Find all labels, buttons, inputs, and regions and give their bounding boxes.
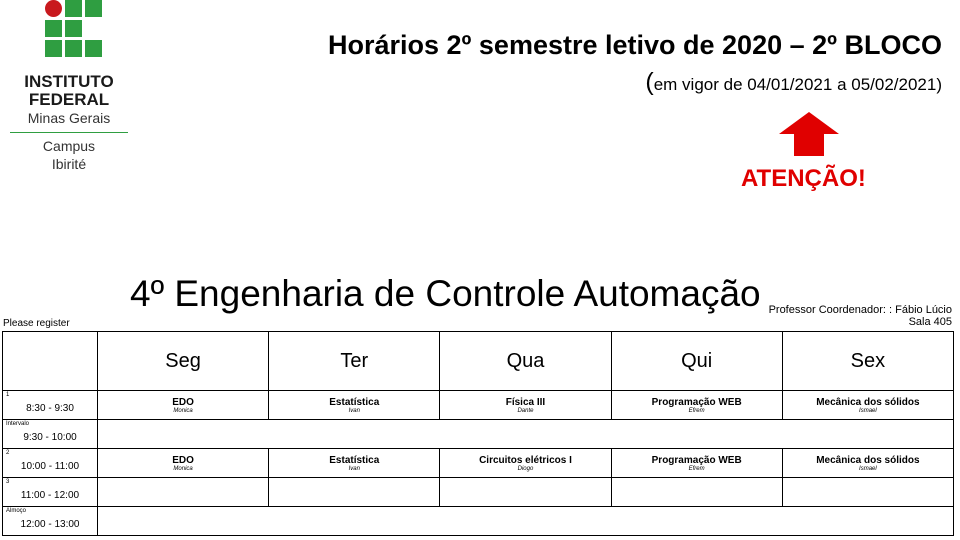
logo-campus-name: Ibirité xyxy=(51,156,87,172)
day-header: Seg xyxy=(98,332,269,391)
coordinator-info xyxy=(769,304,952,328)
subject-label: Circuitos elétricos I xyxy=(479,454,572,466)
professor-label: Diogo xyxy=(517,465,534,472)
table-row xyxy=(3,478,954,507)
time-label: 11:00 - 12:00 xyxy=(20,490,80,501)
logo-state: Minas Gerais xyxy=(27,110,111,126)
time-cell xyxy=(3,507,98,536)
subject-label: Estatística xyxy=(329,454,380,466)
professor-label: Ismael xyxy=(859,465,877,472)
professor-label: Monica xyxy=(173,407,193,414)
row-number: 1 xyxy=(6,392,10,398)
coordinator-name: Professor Coordenador: : Fábio Lúcio xyxy=(768,304,952,316)
subject-label: Programação WEB xyxy=(651,454,742,466)
table-row-break xyxy=(3,420,954,449)
class-cell xyxy=(782,391,953,420)
schedule-table xyxy=(2,331,954,536)
room-label: Sala 405 xyxy=(908,316,952,328)
professor-label: Dante xyxy=(517,407,534,414)
day-header: Ter xyxy=(269,332,440,391)
class-cell xyxy=(98,391,269,420)
register-note: Please register xyxy=(3,318,70,329)
day-header: Qua xyxy=(440,332,611,391)
table-row xyxy=(3,391,954,420)
class-cell xyxy=(440,391,611,420)
time-cell xyxy=(3,391,98,420)
time-cell xyxy=(3,420,98,449)
row-label: Intervalo xyxy=(6,421,30,427)
class-cell xyxy=(440,449,611,478)
class-cell xyxy=(611,478,782,507)
time-label: 10:00 - 11:00 xyxy=(20,461,80,472)
logo-institution-name xyxy=(10,73,128,109)
class-cell xyxy=(269,391,440,420)
time-label: 8:30 - 9:30 xyxy=(26,403,74,414)
time-cell xyxy=(3,478,98,507)
arrow-up-icon xyxy=(779,112,839,156)
course-title: 4º Engenharia de Controle Automação xyxy=(130,273,761,314)
subject-label: EDO xyxy=(172,396,194,408)
day-header: Qui xyxy=(611,332,782,391)
subtitle-paren: ( xyxy=(645,68,654,96)
break-cell xyxy=(98,507,954,536)
corner-cell xyxy=(3,332,98,391)
schedule-header-row xyxy=(3,332,954,391)
subject-label: Estatística xyxy=(329,396,380,408)
class-cell xyxy=(98,478,269,507)
professor-label: Monica xyxy=(173,465,193,472)
logo-line-instituto: INSTITUTO xyxy=(24,72,114,91)
table-row xyxy=(3,449,954,478)
row-label: Almoço xyxy=(6,508,27,514)
time-label: 12:00 - 13:00 xyxy=(20,519,80,530)
professor-label: Efrem xyxy=(688,407,705,414)
time-label: 9:30 - 10:00 xyxy=(23,432,77,443)
class-cell xyxy=(269,449,440,478)
row-number: 2 xyxy=(6,450,10,456)
class-cell xyxy=(782,449,953,478)
class-cell xyxy=(440,478,611,507)
professor-label: Ivan xyxy=(348,407,360,414)
day-header: Sex xyxy=(782,332,953,391)
subject-label: Mecânica dos sólidos xyxy=(816,396,920,408)
logo-campus-label: Campus xyxy=(42,138,96,154)
class-cell xyxy=(611,449,782,478)
break-cell xyxy=(98,420,954,449)
logo-campus xyxy=(10,137,128,173)
page-title: Horários 2º semestre letivo de 2020 – 2º BLOCO xyxy=(328,30,942,60)
alert-label: ATENÇÃO! xyxy=(741,165,866,192)
table-row-break xyxy=(3,507,954,536)
professor-label: Ismael xyxy=(859,407,877,414)
class-cell xyxy=(782,478,953,507)
logo-mark-icon xyxy=(45,0,105,60)
class-cell xyxy=(98,449,269,478)
logo-divider xyxy=(10,132,128,133)
time-cell xyxy=(3,449,98,478)
subject-label: Mecânica dos sólidos xyxy=(816,454,920,466)
professor-label: Efrem xyxy=(688,465,705,472)
subject-label: Física III xyxy=(505,396,546,408)
class-cell xyxy=(611,391,782,420)
page-subtitle xyxy=(645,68,942,97)
subtitle-text: em vigor de 04/01/2021 a 05/02/2021) xyxy=(653,75,942,94)
subject-label: Programação WEB xyxy=(651,396,742,408)
professor-label: Ivan xyxy=(348,465,360,472)
class-cell xyxy=(269,478,440,507)
logo-line-federal: FEDERAL xyxy=(28,90,110,109)
subject-label: EDO xyxy=(172,454,194,466)
row-number: 3 xyxy=(6,479,10,485)
